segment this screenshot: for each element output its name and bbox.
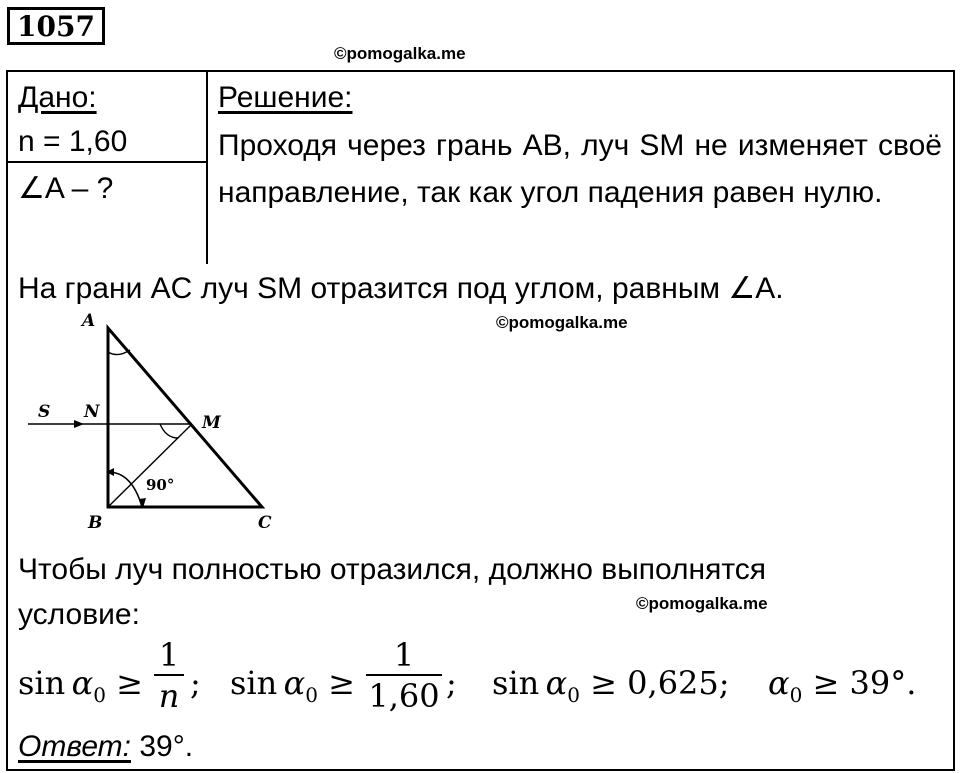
label-n: N	[84, 402, 100, 422]
answer-value: 39°.	[139, 730, 194, 763]
formula-2-lhs: $\sin \alpha_0$ ≥	[230, 664, 355, 707]
triangle-abc	[108, 328, 262, 507]
solution-paragraph-1: Проходя через грань AB, луч SM не изменяет своё направление, так как угол падения равен нулю.	[218, 129, 942, 209]
solution-paragraph-2: На грани AC луч SM отразится под углом, равным ∠A.	[18, 272, 784, 305]
label-a: A	[82, 311, 96, 331]
given-label: Дано:	[18, 81, 97, 114]
label-c: C	[258, 513, 272, 532]
find-value: ∠A – ?	[18, 172, 114, 205]
formula-1-lhs: $\sin \alpha_0$ ≥	[18, 664, 143, 707]
ray-arrow	[74, 420, 84, 428]
separator: ;	[446, 664, 457, 702]
fraction-1-over-160: 1 1,60	[364, 636, 444, 716]
solution-label: Решение:	[218, 81, 353, 114]
angle-arc-m	[160, 424, 178, 438]
given-value: n = 1,60	[18, 125, 128, 158]
problem-number-box	[7, 7, 105, 45]
solution-paragraph-3-line-1: Чтобы луч полностью отразился, должно выполнятся	[18, 553, 767, 586]
label-s: S	[38, 402, 51, 422]
prism-diagram	[20, 300, 290, 532]
formula-4: $\alpha_0 \ge 39^\circ$.	[768, 664, 917, 707]
given-divider-vertical	[206, 70, 208, 264]
fraction-1-over-n: 1 n	[152, 636, 186, 716]
watermark: ©pomogalka.me	[334, 44, 466, 63]
segment-bm	[108, 424, 192, 507]
angle-label-90: 90°	[146, 476, 175, 494]
formula-3: $\sin \alpha_0 \ge 0,625$;	[492, 664, 730, 707]
separator: ;	[190, 664, 201, 702]
solution-paragraph-3-line-2: условие:	[18, 598, 140, 631]
watermark: ©pomogalka.me	[636, 594, 768, 613]
answer-line	[18, 724, 193, 770]
watermark: ©pomogalka.me	[496, 313, 628, 332]
problem-number: 1057	[17, 9, 95, 43]
label-b: B	[88, 513, 103, 532]
label-m: M	[202, 413, 221, 433]
answer-label: Ответ:	[18, 730, 131, 763]
